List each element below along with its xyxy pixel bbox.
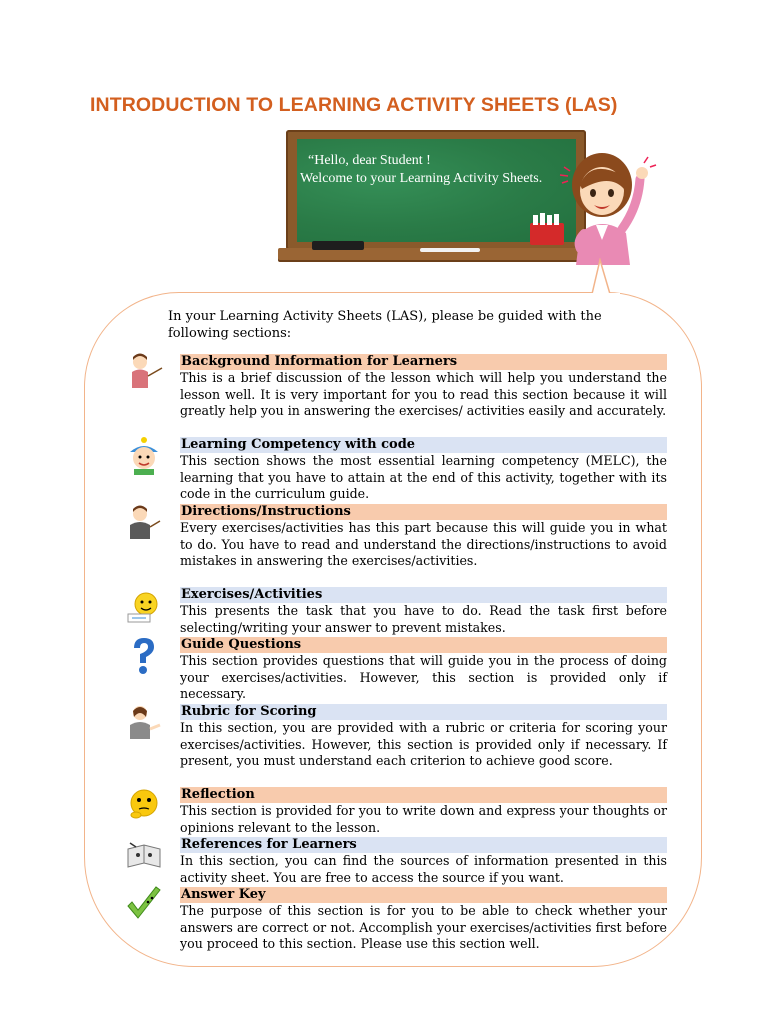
chalkboard-line-2: Welcome to your Learning Activity Sheets. <box>300 171 543 186</box>
section-heading: Exercises/Activities <box>180 587 667 603</box>
intro-text: In your Learning Activity Sheets (LAS), please be guided with the following sections: <box>168 309 602 341</box>
speech-bubble-tail <box>590 258 630 298</box>
question-mark-icon <box>124 636 164 676</box>
teacher-waving-icon <box>530 145 660 265</box>
section-exercises <box>180 587 667 636</box>
smiley-writing-icon <box>124 586 164 626</box>
section-heading: Background Information for Learners <box>180 354 667 370</box>
section-heading: Reflection <box>180 787 667 803</box>
section-references <box>180 837 667 886</box>
section-text: In this section, you are provided with a rubric or criteria for scoring your exercises/activities. However, this section is provided only if necessary. If present, you must understand each criterion to achieve good score. <box>180 720 667 769</box>
section-heading: Answer Key <box>180 887 667 903</box>
section-text: This section provides questions that will guide you in the process of doing your exercises/activities. However, this section is provided only if necessary. <box>180 653 667 702</box>
book-reader-icon <box>124 835 164 875</box>
presenter-icon <box>124 703 164 743</box>
section-text: This presents the task that you have to do. Read the task first before selecting/writing your answer to prevent mistakes. <box>180 603 667 635</box>
section-heading: Rubric for Scoring <box>180 704 667 720</box>
section-rubric <box>180 704 667 770</box>
eraser <box>312 241 364 250</box>
checkmark-icon <box>124 884 164 924</box>
section-text: In this section, you can find the sources of information presented in this activity sheet. You are free to access the source if you want. <box>180 853 667 885</box>
section-heading: Directions/Instructions <box>180 504 667 520</box>
section-text: This section shows the most essential learning competency (MELC), the learning that you have to attain at the end of this activity, together with its code in the curriculum guide. <box>180 453 667 502</box>
thinking-smiley-icon <box>124 785 164 825</box>
teacher-pointer-icon <box>124 352 164 392</box>
section-text: The purpose of this section is for you to be able to check whether your answers are correct or not. Accomplish your exercises/activities first before you proceed to this section. Please use this section well. <box>180 903 667 952</box>
section-text: Every exercises/activities has this part because this will guide you in what to do. You have to read and understand the directions/instructions to avoid mistakes in answering the exercises/activities. <box>180 520 667 569</box>
section-heading: Guide Questions <box>180 637 667 653</box>
section-heading: Learning Competency with code <box>180 437 667 453</box>
section-learning-competency <box>180 437 667 503</box>
section-heading: References for Learners <box>180 837 667 853</box>
section-reflection <box>180 787 667 836</box>
section-background-information <box>180 354 667 420</box>
page-title: INTRODUCTION TO LEARNING ACTIVITY SHEETS (LAS) <box>90 94 618 116</box>
section-directions <box>180 504 667 570</box>
chalk <box>420 248 480 252</box>
student-idea-icon <box>124 436 164 476</box>
section-guide-questions <box>180 637 667 703</box>
section-text: This section is provided for you to write down and express your thoughts or opinions relevant to the lesson. <box>180 803 667 835</box>
section-answer-key <box>180 887 667 953</box>
chalkboard-line-1: “Hello, dear Student ! <box>308 153 431 168</box>
teacher-icon <box>124 503 164 543</box>
section-text: This is a brief discussion of the lesson which will help you understand the lesson well. It is very important for you to read this section because it will greatly help you in answering the exercises/ activities easily and accurately. <box>180 370 667 419</box>
